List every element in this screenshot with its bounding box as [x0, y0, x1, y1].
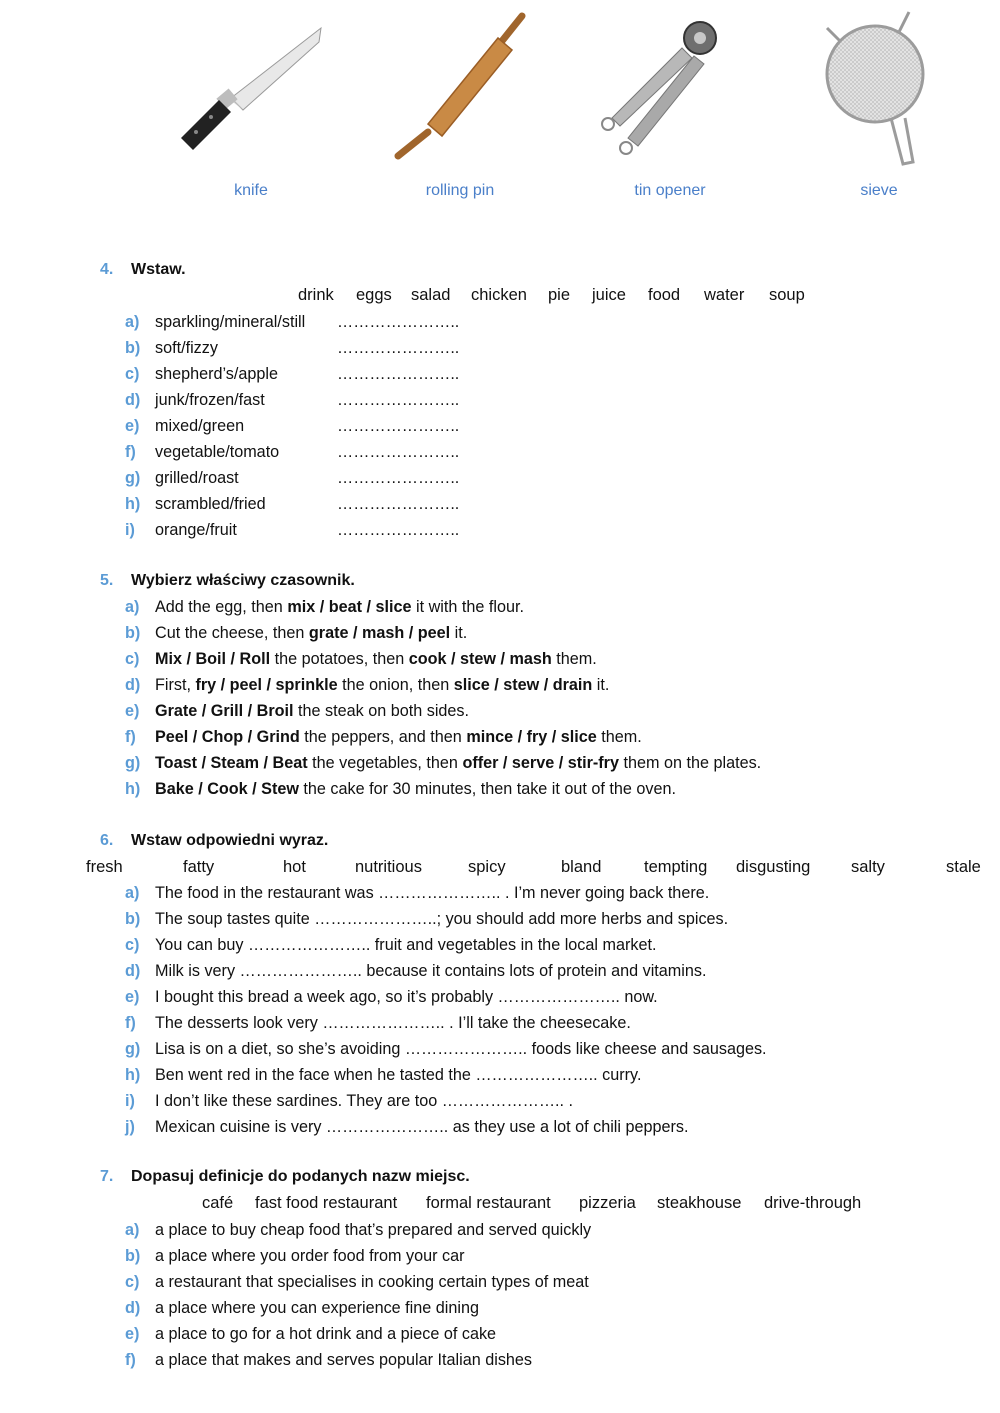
exercise-6-item: d) Milk is very ………………….. because it contains lots of protein and vitamins.	[125, 962, 707, 980]
tool-pictures	[0, 0, 1000, 215]
exercise-4-item: b) soft/fizzy …………………..	[125, 339, 460, 357]
verb-options[interactable]: Bake / Cook / Stew	[155, 780, 299, 798]
answer-blank[interactable]: …………………..	[337, 313, 460, 331]
answer-blank[interactable]: …………………..	[337, 443, 460, 461]
exercise-6-item: g) Lisa is on a diet, so she’s avoiding ………………….. foods like cheese and sausages.	[125, 1040, 767, 1058]
knife-icon	[171, 8, 331, 168]
verb-options[interactable]: grate / mash / peel	[308, 624, 451, 642]
exercise-7-item: e) a place to go for a hot drink and a piece of cake	[125, 1325, 497, 1343]
verb-options[interactable]: offer / serve / stir-fry	[462, 754, 619, 772]
exercise-7-item: f) a place that makes and serves popular Italian dishes	[125, 1351, 533, 1369]
exercise-7-item: d) a place where you can experience fine dining	[125, 1299, 479, 1317]
tool-label: sieve	[860, 182, 898, 199]
exercise-4-item: g) grilled/roast …………………..	[125, 469, 460, 487]
answer-blank[interactable]: …………………..	[337, 495, 460, 513]
tool-knife	[171, 8, 331, 213]
exercise-6-title: 6. Wstaw odpowiedni wyraz.	[100, 832, 329, 849]
exercise-4-item: f) vegetable/tomato …………………..	[125, 443, 460, 461]
word-bank-word: fatty	[183, 858, 215, 876]
exercise-5-item: e) Grate / Grill / Broil the steak on both sides.	[125, 702, 470, 720]
exercise-7-item: a) a place to buy cheap food that’s prepared and served quickly	[125, 1221, 592, 1239]
tool-sieve	[799, 8, 959, 213]
tool-label: rolling pin	[425, 182, 495, 199]
word-bank-word: hot	[283, 858, 306, 876]
exercise-4-item: c) shepherd’s/apple …………………..	[125, 365, 460, 383]
word-bank-word: stale	[946, 858, 981, 876]
word-bank-word: salty	[851, 858, 885, 876]
exercise-6-item: h) Ben went red in the face when he tasted the ………………….. curry.	[125, 1066, 642, 1084]
verb-options[interactable]: Mix / Boil / Roll	[155, 650, 271, 668]
exercise-5-item: g) Toast / Steam / Beat the vegetables, then offer / serve / stir-fry them on the plates.	[125, 754, 762, 772]
answer-blank[interactable]: …………………..	[337, 469, 460, 487]
exercise-6-item: e) I bought this bread a week ago, so it’s probably ………………….. now.	[125, 988, 658, 1006]
tool-rolling-pin	[380, 8, 540, 213]
exercise-7-title: 7. Dopasuj definicje do podanych nazw miejsc.	[100, 1168, 470, 1185]
exercise-4-item: i) orange/fruit …………………..	[125, 521, 460, 539]
exercise-7-item: b) a place where you order food from your car	[125, 1247, 465, 1265]
answer-blank[interactable]: …………………..	[337, 365, 460, 383]
exercise-6-item: j) Mexican cuisine is very ………………….. as they use a lot of chili peppers.	[125, 1118, 689, 1136]
verb-options[interactable]: Toast / Steam / Beat	[155, 754, 308, 772]
exercise-6-item: a) The food in the restaurant was ………………….. . I’m never going back there.	[125, 884, 710, 902]
exercise-7-word-bank: café fast food restaurant formal restaurant pizzeria steakhouse drive-through	[202, 1194, 862, 1212]
verb-options[interactable]: mix / beat / slice	[287, 598, 412, 616]
exercise-6-item: b) The soup tastes quite …………………..; you should add more herbs and spices.	[125, 910, 729, 928]
tool-label: tin opener	[634, 182, 706, 199]
exercise-4-word-bank: drink eggs salad chicken pie juice food water soup	[298, 286, 805, 304]
word-bank-word: spicy	[468, 858, 506, 876]
verb-options[interactable]: cook / stew / mash	[408, 650, 552, 668]
verb-options[interactable]: Grate / Grill / Broil	[155, 702, 294, 720]
exercise-5-item: f) Peel / Chop / Grind the peppers, and then mince / fry / slice them.	[125, 728, 642, 746]
word-bank-word: tempting	[644, 858, 708, 876]
rolling-pin-icon	[380, 8, 540, 168]
exercise-5-item: h) Bake / Cook / Stew the cake for 30 minutes, then take it out of the oven.	[125, 780, 676, 798]
exercise-4-title: 4. Wstaw.	[100, 261, 186, 278]
tin-opener-icon	[590, 8, 750, 168]
word-bank-word: fresh	[86, 858, 123, 876]
exercise-5-item: a) Add the egg, then mix / beat / slice it with the flour.	[125, 598, 524, 616]
answer-blank[interactable]: …………………..	[337, 391, 460, 409]
verb-options[interactable]: fry / peel / sprinkle	[195, 676, 338, 694]
answer-blank[interactable]: …………………..	[337, 417, 460, 435]
word-bank-word: nutritious	[355, 858, 422, 876]
word-bank-word: disgusting	[736, 858, 811, 876]
exercise-7-item: c) a restaurant that specialises in cooking certain types of meat	[125, 1273, 589, 1291]
exercise-6-item: f) The desserts look very ………………….. . I’ll take the cheesecake.	[125, 1014, 631, 1032]
exercise-5-title: 5. Wybierz właściwy czasownik.	[100, 572, 355, 589]
sieve-icon	[799, 8, 959, 178]
exercise-5-item: b) Cut the cheese, then grate / mash / peel it.	[125, 624, 468, 642]
verb-options[interactable]: slice / stew / drain	[453, 676, 593, 694]
verb-options[interactable]: Peel / Chop / Grind	[155, 728, 300, 746]
word-bank-word: bland	[561, 858, 602, 876]
tool-label: knife	[234, 182, 268, 199]
verb-options[interactable]: mince / fry / slice	[466, 728, 597, 746]
exercise-4-item: a) sparkling/mineral/still …………………..	[125, 313, 460, 331]
exercise-4-item: d) junk/frozen/fast …………………..	[125, 391, 460, 409]
answer-blank[interactable]: …………………..	[337, 521, 460, 539]
exercise-6-item: i) I don’t like these sardines. They are too ………………….. .	[125, 1092, 574, 1110]
exercise-4-item: e) mixed/green …………………..	[125, 417, 460, 435]
exercise-4-item: h) scrambled/fried …………………..	[125, 495, 460, 513]
answer-blank[interactable]: …………………..	[337, 339, 460, 357]
exercise-5-item: d) First, fry / peel / sprinkle the onion, then slice / stew / drain it.	[125, 676, 610, 694]
exercise-5-item: c) Mix / Boil / Roll the potatoes, then cook / stew / mash them.	[125, 650, 597, 668]
tool-tin-opener	[590, 8, 750, 213]
exercise-6-item: c) You can buy ………………….. fruit and vegetables in the local market.	[125, 936, 657, 954]
